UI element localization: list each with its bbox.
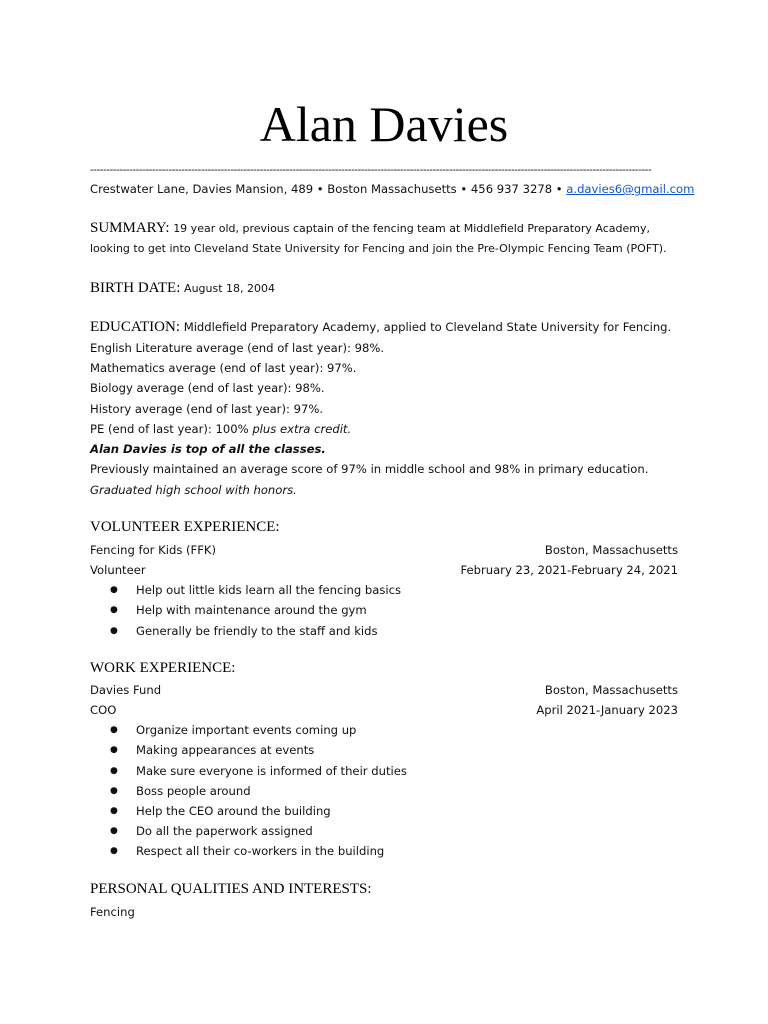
summary-text-1: 19 year old, previous captain of the fencing team at Middlefield Preparatory Academy, [173, 222, 650, 235]
bullet-icon: ● [110, 806, 118, 816]
email-link[interactable]: a.davies6@gmail.com [566, 182, 695, 196]
education-pe [90, 420, 678, 438]
bullet-icon: ● [110, 786, 118, 796]
top-of-class-note: Alan Davies is top of all the classes. [90, 442, 326, 456]
volunteer-dates: February 23, 2021-February 24, 2021 [460, 563, 678, 577]
summary-heading: SUMMARY [90, 220, 166, 236]
work-heading-line: WORK EXPERIENCE: [90, 660, 236, 676]
education-grade: History average (end of last year): 97%. [90, 402, 324, 416]
bullet-icon: ● [110, 725, 118, 735]
work-org-line [90, 681, 678, 699]
volunteer-org: Fencing for Kids (FFK) [90, 543, 217, 557]
volunteer-location: Boston, Massachusetts [544, 543, 678, 557]
education-line: EDUCATION: Middlefield Preparatory Academy, applied to Cleveland State University for Fencing. [90, 319, 672, 335]
pe-extra-credit: plus extra credit. [252, 422, 352, 436]
birth-value: August 18, 2004 [184, 282, 276, 295]
summary-text-2: looking to get into Cleveland State University for Fencing and join the Pre-Olympic Fencing Team (POFT). [90, 242, 667, 255]
volunteer-org-line [90, 541, 678, 559]
contact-address: Crestwater Lane, Davies Mansion, 489 • Boston Massachusetts • 456 937 3278 • [90, 182, 563, 196]
work-location: Boston, Massachusetts [544, 683, 678, 697]
work-heading: WORK EXPERIENCE [90, 660, 232, 676]
previous-scores: Previously maintained an average score of 97% in middle school and 98% in primary education. [90, 462, 649, 476]
header-divider: ---------------------------------------------------------------------------------------------------------------------------------------------------------------------------- [90, 164, 652, 176]
volunteer-heading: VOLUNTEER EXPERIENCE [90, 519, 276, 535]
education-intro: Middlefield Preparatory Academy, applied to Cleveland State University for Fencing. [183, 320, 672, 334]
personal-item: Fencing [90, 905, 135, 919]
bullet-icon: ● [110, 846, 118, 856]
birth-heading: BIRTH DATE [90, 280, 177, 296]
graduation-note: Graduated high school with honors. [90, 483, 297, 497]
work-dates: April 2021-January 2023 [536, 703, 678, 717]
personal-heading: PERSONAL QUALITIES AND INTERESTS [90, 881, 368, 897]
work-role: COO [90, 703, 117, 717]
resume-name: Alan Davies [259, 96, 509, 152]
bullet-icon: ● [110, 745, 118, 755]
bullet-icon: ● [110, 605, 118, 615]
volunteer-role: Volunteer [90, 563, 146, 577]
work-role-line [90, 701, 678, 719]
education-grade: English Literature average (end of last year): 98%. [90, 341, 385, 355]
bullet-icon: ● [110, 766, 118, 776]
personal-heading-line: PERSONAL QUALITIES AND INTERESTS: [90, 881, 372, 897]
work-org: Davies Fund [90, 683, 162, 697]
education-heading: EDUCATION [90, 319, 176, 335]
summary-line-1: SUMMARY: 19 year old, previous captain of the fencing team at Middlefield Preparatory Academy, [90, 220, 650, 236]
volunteer-role-line [90, 561, 678, 579]
contact-line [90, 180, 695, 198]
volunteer-heading-line: VOLUNTEER EXPERIENCE: [90, 519, 280, 535]
bullet-icon: ● [110, 626, 118, 636]
birth-date-line: BIRTH DATE: August 18, 2004 [90, 280, 276, 296]
education-grade: Mathematics average (end of last year): 97%. [90, 361, 357, 375]
bullet-icon: ● [110, 585, 118, 595]
pe-grade: PE (end of last year): 100% [90, 422, 249, 436]
bullet-icon: ● [110, 826, 118, 836]
education-grade: Biology average (end of last year): 98%. [90, 381, 325, 395]
